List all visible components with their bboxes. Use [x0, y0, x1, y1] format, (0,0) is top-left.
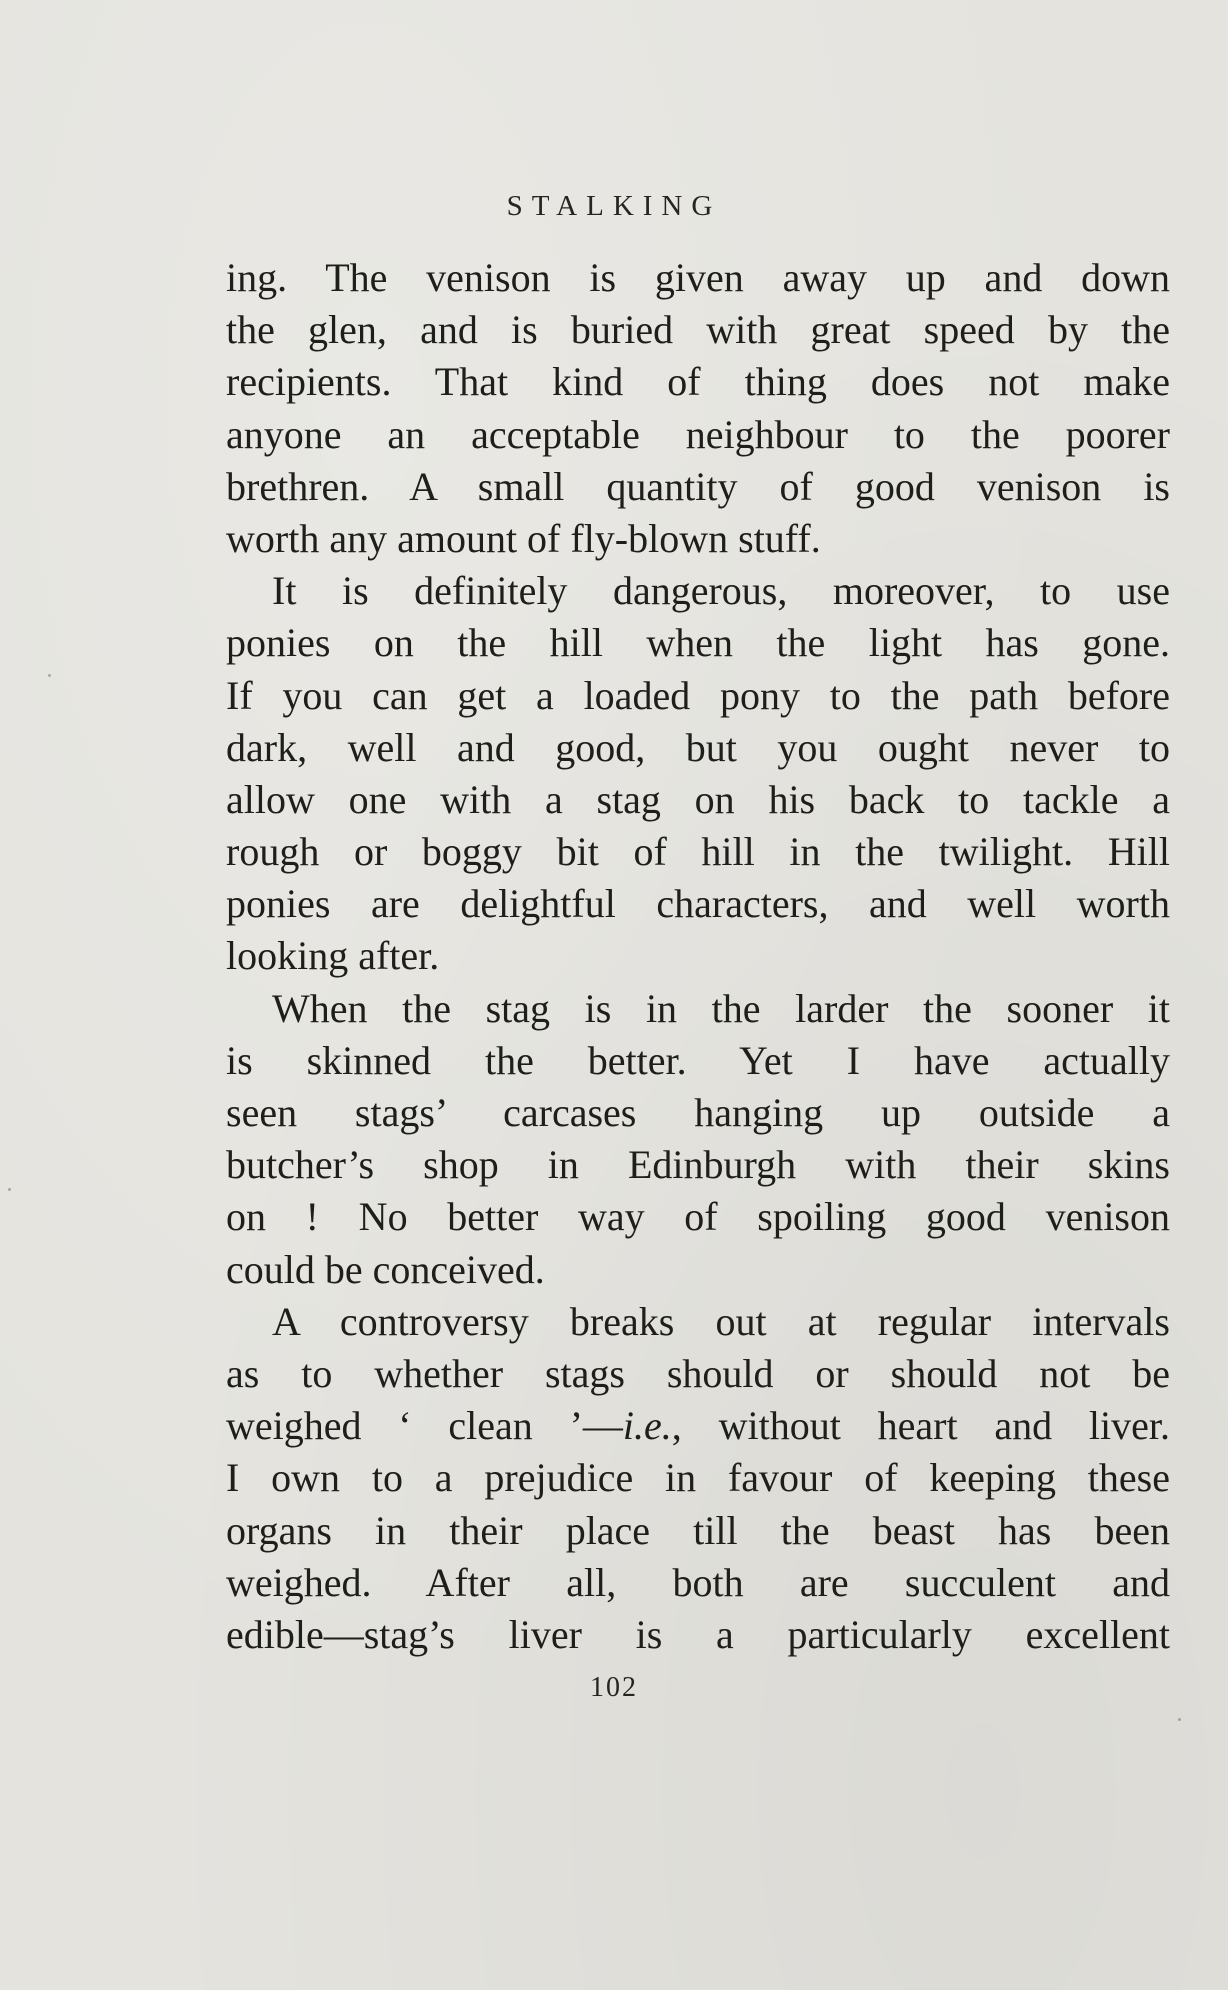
text-line: rough or boggy bit of hill in the twilight. Hill: [226, 829, 1170, 875]
text-line: could be conceived.: [226, 1246, 545, 1292]
text-line: the glen, and is buried with great speed by the: [226, 307, 1170, 353]
text-line: organs in their place till the beast has been: [226, 1507, 1170, 1553]
text-line: If you can get a loaded pony to the path before: [226, 672, 1170, 718]
text-line: recipients. That kind of thing does not make: [226, 359, 1170, 405]
text-line: is skinned the better. Yet I have actually: [226, 1037, 1170, 1083]
text-line: weighed. After all, both are succulent and: [226, 1559, 1170, 1605]
text-line: ing. The venison is given away up and down: [226, 255, 1170, 300]
text-line: It is definitely dangerous, moreover, to use: [272, 568, 1170, 614]
paper-speck: [48, 674, 51, 677]
text-line: anyone an acceptable neighbour to the poorer: [226, 411, 1170, 457]
page-number: 102: [590, 1672, 638, 1703]
text-line: seen stags’ carcases hanging up outside a: [226, 1090, 1170, 1135]
text-line: on ! No better way of spoiling good venison: [226, 1194, 1170, 1240]
paper-speck: [8, 1188, 11, 1191]
text-line: A controversy breaks out at regular intervals: [272, 1298, 1170, 1344]
text-line: weighed ‘ clean ’—i.e., without heart and liver.: [226, 1403, 1170, 1449]
text-line: ponies on the hill when the light has gone.: [226, 620, 1170, 666]
text-line: as to whether stags should or should not be: [226, 1350, 1170, 1396]
text-line: butcher’s shop in Edinburgh with their skins: [226, 1142, 1170, 1188]
text-line: When the stag is in the larder the sooner it: [272, 985, 1170, 1031]
text-line: looking after.: [226, 933, 440, 979]
text-line: allow one with a stag on his back to tackle a: [226, 776, 1170, 822]
text-line: ponies are delightful characters, and well worth: [226, 881, 1170, 927]
paper-speck: [1178, 1718, 1181, 1721]
running-head: STALKING: [506, 190, 722, 222]
text-line: brethren. A small quantity of good venison is: [226, 463, 1170, 509]
text-line: edible—stag’s liver is a particularly excellent: [226, 1611, 1170, 1657]
text-line: dark, well and good, but you ought never to: [226, 724, 1170, 770]
text-line: I own to a prejudice in favour of keeping these: [226, 1455, 1170, 1501]
text-line: worth any amount of fly-blown stuff.: [226, 515, 821, 561]
body-text: [226, 252, 1170, 1661]
